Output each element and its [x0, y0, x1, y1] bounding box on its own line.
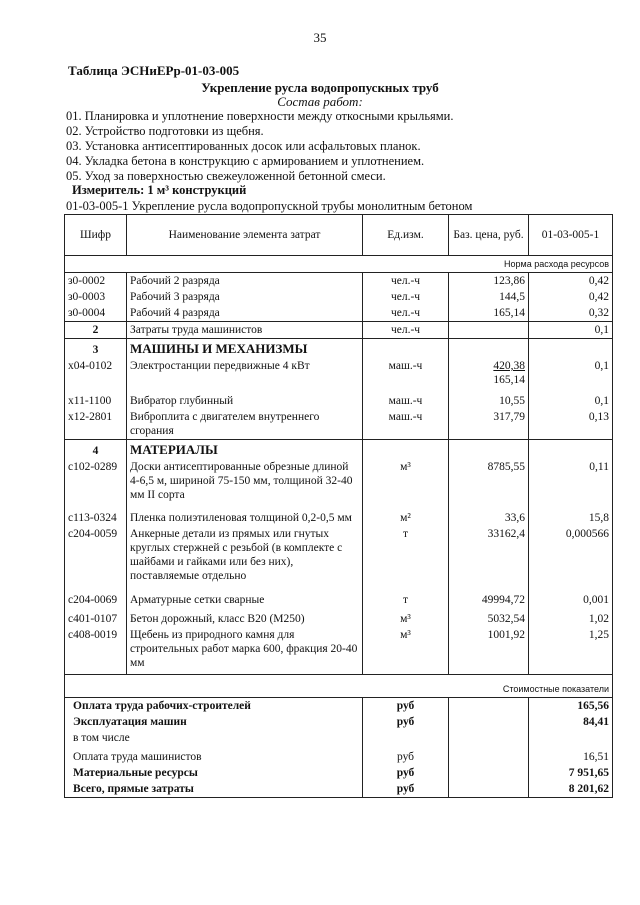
- row-unit: м³: [363, 627, 449, 675]
- total-name: Оплата труда машинистов: [65, 746, 363, 765]
- total-value: 165,56: [529, 698, 613, 715]
- row-name: Рабочий 3 разряда: [127, 289, 363, 305]
- row-price: 123,86: [449, 273, 529, 290]
- work-item: 03. Установка антисептированных досок или асфальтовых планок.: [66, 139, 421, 153]
- row-value: 0,13: [529, 409, 613, 440]
- row-unit: т: [363, 526, 449, 584]
- row-value: 15,8: [529, 503, 613, 526]
- table-row: [65, 409, 613, 440]
- row-value: 0,000566: [529, 526, 613, 584]
- table-row: [65, 584, 613, 608]
- row-value: 0,1: [529, 322, 613, 339]
- row-name: Электростанции передвижные 4 кВт: [127, 358, 363, 388]
- row-price: 8785,55: [449, 459, 529, 503]
- total-value: 84,41: [529, 714, 613, 730]
- row-value: 0,42: [529, 289, 613, 305]
- row-cipher: х12-2801: [65, 409, 127, 440]
- row-price: [449, 358, 529, 388]
- row-unit: маш.-ч: [363, 358, 449, 388]
- price-driver: 165,14: [493, 374, 525, 386]
- col-name-header: Наименование элемента затрат: [127, 215, 363, 256]
- table-row: [65, 608, 613, 627]
- section-number: 4: [65, 440, 127, 460]
- row-unit: т: [363, 584, 449, 608]
- row-unit: чел.-ч: [363, 305, 449, 322]
- row-name: Затраты труда машинистов: [127, 322, 363, 339]
- table-row: [65, 388, 613, 409]
- row-cipher: х11-1100: [65, 388, 127, 409]
- page-number: 35: [313, 30, 327, 45]
- table-row: [65, 503, 613, 526]
- row-unit: маш.-ч: [363, 409, 449, 440]
- row-price: 33162,4: [449, 526, 529, 584]
- table-row: [65, 305, 613, 322]
- row-price: 165,14: [449, 305, 529, 322]
- row-cipher: с204-0059: [65, 526, 127, 584]
- row-unit: чел.-ч: [363, 289, 449, 305]
- work-item: 04. Укладка бетона в конструкцию с армированием и уплотнением.: [66, 154, 425, 168]
- total-unit: руб: [363, 714, 449, 730]
- row-cipher: с204-0069: [65, 584, 127, 608]
- row-value: 1,25: [529, 627, 613, 675]
- row-unit: м³: [363, 608, 449, 627]
- table-row: [65, 289, 613, 305]
- col-cipher-header: Шифр: [65, 215, 127, 256]
- row-price: 144,5: [449, 289, 529, 305]
- total-value: 7 951,65: [529, 765, 613, 781]
- row-price: 5032,54: [449, 608, 529, 627]
- price-main: 420,38: [493, 360, 525, 372]
- col-unit-header: Ед.изм.: [363, 215, 449, 256]
- row-cipher: с408-0019: [65, 627, 127, 675]
- total-row: [65, 781, 613, 798]
- total-name: Оплата труда рабочих-строителей: [65, 698, 363, 715]
- row-cipher: з0-0003: [65, 289, 127, 305]
- row-unit: маш.-ч: [363, 388, 449, 409]
- section-row: [65, 440, 613, 460]
- row-cipher: 2: [65, 322, 127, 339]
- table-row: [65, 459, 613, 503]
- total-unit: руб: [363, 746, 449, 765]
- col-code-header: 01-03-005-1: [529, 215, 613, 256]
- total-name: в том числе: [65, 730, 363, 746]
- row-cipher: х04-0102: [65, 358, 127, 388]
- section-number: 3: [65, 339, 127, 359]
- row-value: 0,11: [529, 459, 613, 503]
- total-row: [65, 714, 613, 730]
- total-value: 16,51: [529, 746, 613, 765]
- total-unit: руб: [363, 765, 449, 781]
- section-row: [65, 339, 613, 359]
- total-row: [65, 746, 613, 765]
- norms-table: [64, 214, 613, 798]
- total-row: [65, 698, 613, 715]
- row-name: Рабочий 2 разряда: [127, 273, 363, 290]
- row-value: 0,1: [529, 358, 613, 388]
- row-name: Пленка полиэтиленовая толщиной 0,2-0,5 мм: [127, 503, 363, 526]
- row-value: 0,32: [529, 305, 613, 322]
- table-row: [65, 322, 613, 339]
- total-row: [65, 730, 613, 746]
- measure-unit: Измеритель: 1 м³ конструкций: [72, 183, 247, 197]
- row-price: 49994,72: [449, 584, 529, 608]
- total-unit: руб: [363, 781, 449, 798]
- row-cipher: з0-0002: [65, 273, 127, 290]
- total-row: [65, 765, 613, 781]
- row-cipher: с113-0324: [65, 503, 127, 526]
- row-cipher: с102-0289: [65, 459, 127, 503]
- code-line: 01-03-005-1 Укрепление русла водопропускной трубы монолитным бетоном: [66, 199, 473, 213]
- table-row: [65, 627, 613, 675]
- row-unit: чел.-ч: [363, 273, 449, 290]
- row-unit: чел.-ч: [363, 322, 449, 339]
- table-row: [65, 273, 613, 290]
- row-value: 0,42: [529, 273, 613, 290]
- costs-note: Стоимостные показатели: [65, 675, 613, 698]
- col-price-header: Баз. цена, руб.: [449, 215, 529, 256]
- table-row: [65, 526, 613, 584]
- row-value: 1,02: [529, 608, 613, 627]
- row-value: 0,1: [529, 388, 613, 409]
- work-item: 01. Планировка и уплотнение поверхности между откосными крыльями.: [66, 109, 454, 123]
- row-name: Вибратор глубинный: [127, 388, 363, 409]
- row-unit: м³: [363, 459, 449, 503]
- row-name: Анкерные детали из прямых или гнутых круглых стержней с резьбой (в комплекте с шайбами и гайками или без них), поставляемые отдельно: [127, 526, 363, 584]
- total-name: Всего, прямые затраты: [65, 781, 363, 798]
- resources-note: Норма расхода ресурсов: [65, 256, 613, 273]
- works-subheading: Состав работ:: [277, 94, 363, 109]
- row-cipher: с401-0107: [65, 608, 127, 627]
- row-name: Виброплита с двигателем внутреннего сгорания: [127, 409, 363, 440]
- row-name: Рабочий 4 разряда: [127, 305, 363, 322]
- table-title: Таблица ЭСНиЕРр-01-03-005: [68, 63, 240, 78]
- section-heading: Укрепление русла водопропускных труб: [201, 80, 439, 95]
- table-row: [65, 358, 613, 388]
- row-unit: м²: [363, 503, 449, 526]
- row-price: 33,6: [449, 503, 529, 526]
- row-value: 0,001: [529, 584, 613, 608]
- row-name: Щебень из природного камня для строительных работ марка 600, фракция 20-40 мм: [127, 627, 363, 675]
- total-value: 8 201,62: [529, 781, 613, 798]
- table-header-row: [65, 215, 613, 256]
- section-title: МАТЕРИАЛЫ: [127, 440, 363, 460]
- total-name: Материальные ресурсы: [65, 765, 363, 781]
- row-cipher: з0-0004: [65, 305, 127, 322]
- row-price: 1001,92: [449, 627, 529, 675]
- row-name: Доски антисептированные обрезные длиной 4-6,5 м, шириной 75-150 мм, толщиной 32-40 мм II сорта: [127, 459, 363, 503]
- row-name: Арматурные сетки сварные: [127, 584, 363, 608]
- row-price: 10,55: [449, 388, 529, 409]
- total-unit: руб: [363, 698, 449, 715]
- row-name: Бетон дорожный, класс В20 (М250): [127, 608, 363, 627]
- work-item: 02. Устройство подготовки из щебня.: [66, 124, 264, 138]
- work-item: 05. Уход за поверхностью свежеуложенной бетонной смеси.: [66, 169, 386, 183]
- row-price: 317,79: [449, 409, 529, 440]
- total-name: Эксплуатация машин: [65, 714, 363, 730]
- section-title: МАШИНЫ И МЕХАНИЗМЫ: [127, 339, 363, 359]
